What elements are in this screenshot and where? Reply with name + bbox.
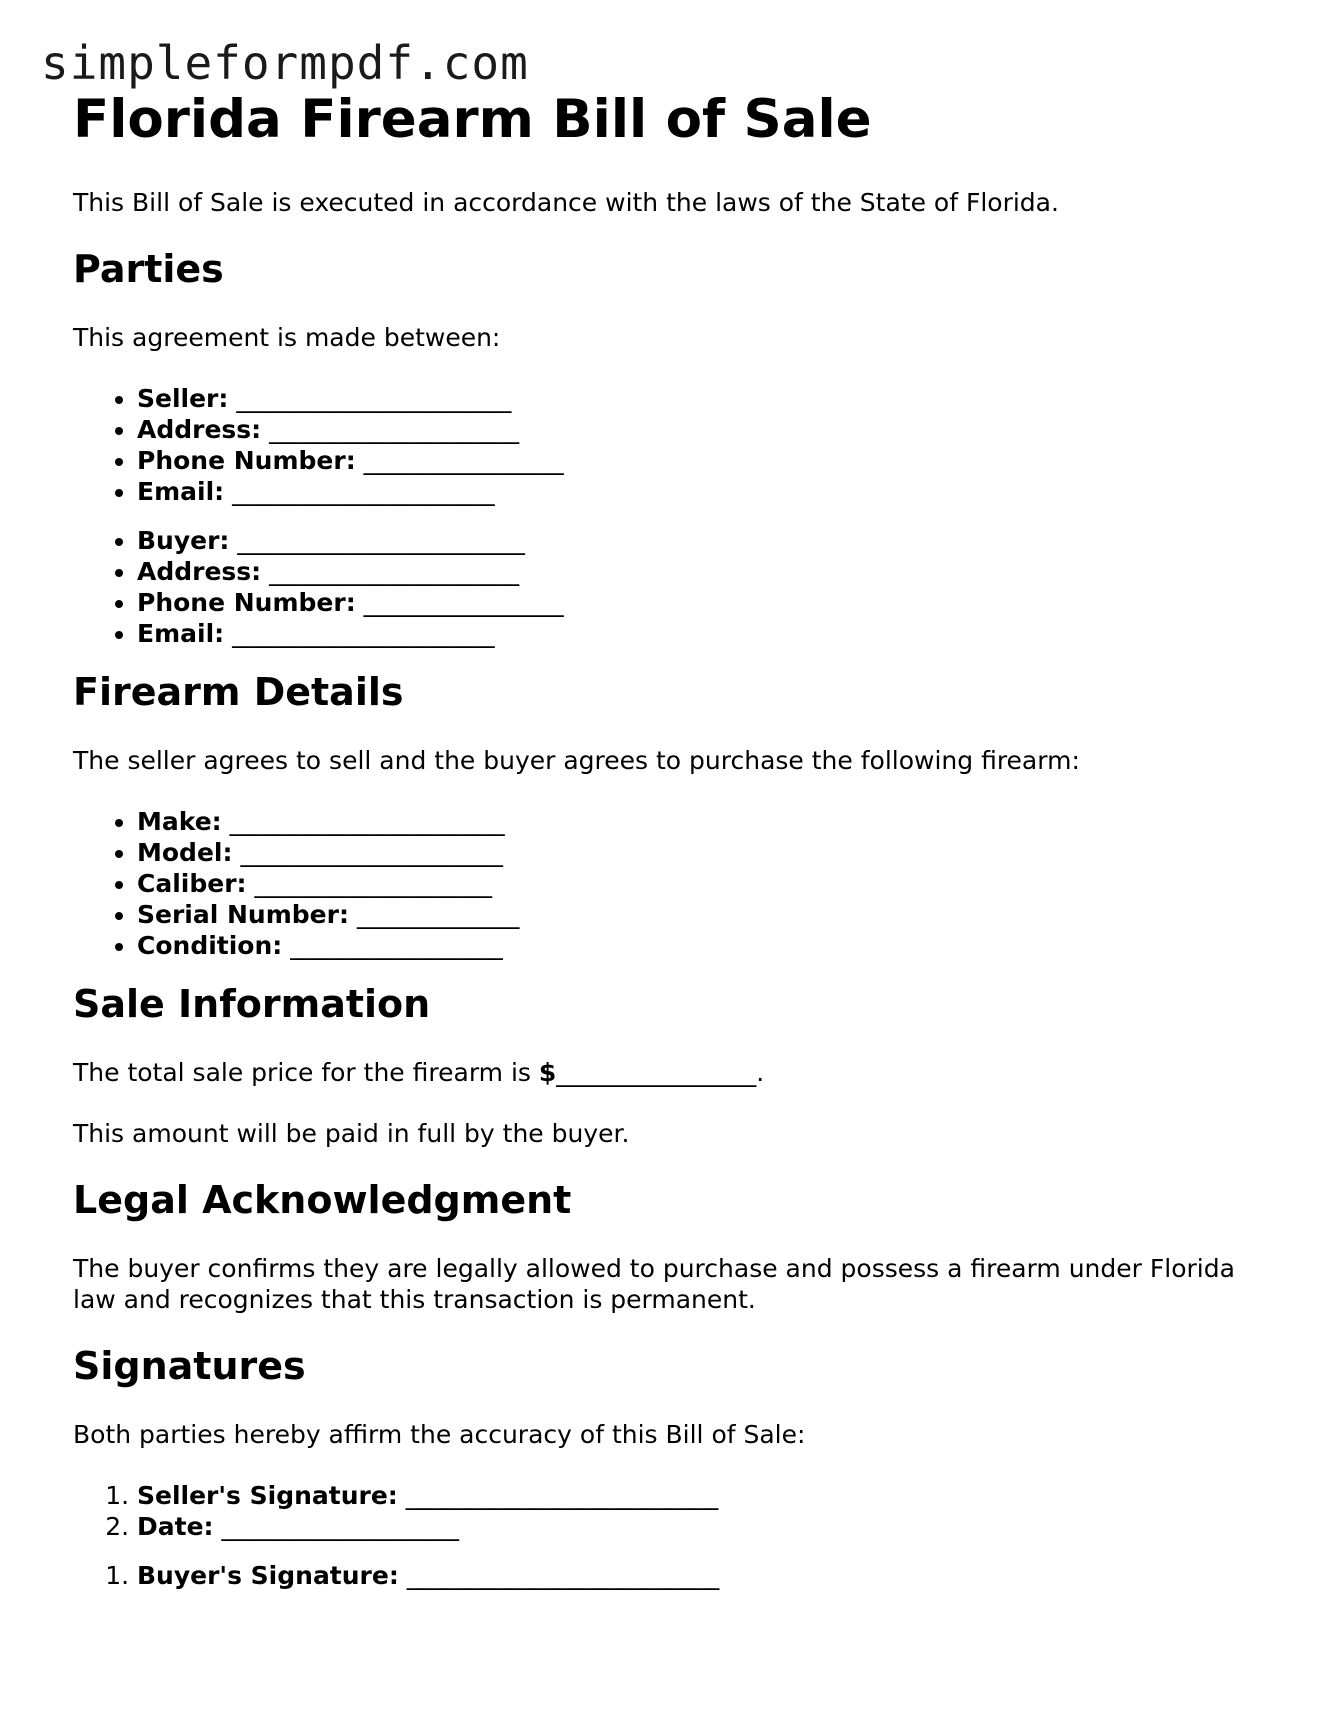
document-title: Florida Firearm Bill of Sale	[73, 89, 872, 150]
make-label: Make:	[137, 807, 222, 837]
seller-address-field[interactable]: ____________________	[269, 415, 520, 445]
signatures-heading: Signatures	[73, 1344, 306, 1389]
seller-email-item	[137, 476, 1273, 507]
make-field[interactable]: ______________________	[229, 807, 505, 837]
watermark: simpleformpdf.com	[41, 36, 529, 90]
parties-heading: Parties	[73, 247, 224, 292]
dollar-sign: $	[538, 1057, 557, 1087]
seller-email-field[interactable]: _____________________	[232, 477, 495, 507]
seller-signature-list	[73, 1480, 1273, 1542]
seller-signature-field[interactable]: _________________________	[405, 1481, 719, 1511]
seller-address-label: Address:	[137, 415, 262, 445]
seller-signature-item	[137, 1480, 1273, 1511]
seller-list	[73, 383, 1273, 507]
condition-field[interactable]: _________________	[290, 931, 503, 961]
buyer-phone-field[interactable]: ________________	[363, 588, 564, 618]
make-item	[137, 806, 1273, 837]
serial-label: Serial Number:	[137, 900, 349, 930]
seller-address-item	[137, 414, 1273, 445]
seller-date-item	[137, 1511, 1273, 1542]
buyer-address-item	[137, 556, 1273, 587]
seller-date-label: Date:	[137, 1512, 214, 1542]
buyer-signature-item	[137, 1560, 1273, 1591]
sale-price-prefix: The total sale price for the firearm is	[73, 1057, 539, 1087]
signatures-text: Both parties hereby affirm the accuracy of this Bill of Sale:	[73, 1420, 806, 1450]
firearm-list	[73, 806, 1273, 961]
sale-price-field[interactable]: ________________	[556, 1057, 757, 1087]
buyer-list	[73, 525, 1273, 649]
buyer-name-label: Buyer:	[137, 526, 230, 556]
buyer-email-field[interactable]: _____________________	[232, 619, 495, 649]
parties-text: This agreement is made between:	[73, 322, 501, 352]
buyer-signature-list	[73, 1560, 1273, 1591]
legal-text: The buyer confirms they are legally allowed to purchase and possess a firearm under Florida law and recognizes that this transaction is permanent.	[73, 1253, 1235, 1315]
firearm-text: The seller agrees to sell and the buyer agrees to purchase the following firearm:	[73, 745, 1080, 775]
model-item	[137, 837, 1273, 868]
buyer-phone-label: Phone Number:	[137, 588, 356, 618]
sale-heading: Sale Information	[73, 982, 431, 1027]
buyer-email-label: Email:	[137, 619, 225, 649]
buyer-signature-field[interactable]: _________________________	[406, 1561, 720, 1591]
buyer-name-item	[137, 525, 1273, 556]
intro-text: This Bill of Sale is executed in accordance with the laws of the State of Florida.	[73, 187, 1059, 217]
sale-price-text	[73, 1057, 1273, 1088]
seller-email-label: Email:	[137, 477, 225, 507]
buyer-signature-label: Buyer's Signature:	[137, 1561, 399, 1591]
caliber-label: Caliber:	[137, 869, 247, 899]
caliber-field[interactable]: ___________________	[254, 869, 492, 899]
seller-name-item	[137, 383, 1273, 414]
seller-phone-item	[137, 445, 1273, 476]
seller-phone-label: Phone Number:	[137, 446, 356, 476]
condition-label: Condition:	[137, 931, 283, 961]
seller-signature-label: Seller's Signature:	[137, 1481, 398, 1511]
seller-name-label: Seller:	[137, 384, 229, 414]
buyer-name-field[interactable]: _______________________	[237, 526, 525, 556]
seller-date-field[interactable]: ___________________	[221, 1512, 459, 1542]
buyer-address-field[interactable]: ____________________	[269, 557, 520, 587]
serial-item	[137, 899, 1273, 930]
condition-item	[137, 930, 1273, 961]
payment-text: This amount will be paid in full by the buyer.	[73, 1119, 630, 1148]
seller-phone-field[interactable]: ________________	[363, 446, 564, 476]
buyer-phone-item	[137, 587, 1273, 618]
buyer-email-item	[137, 618, 1273, 649]
model-label: Model:	[137, 838, 233, 868]
document-body	[73, 90, 1273, 1613]
seller-name-field[interactable]: ______________________	[236, 384, 512, 414]
caliber-item	[137, 868, 1273, 899]
model-field[interactable]: _____________________	[240, 838, 503, 868]
legal-heading: Legal Acknowledgment	[73, 1178, 572, 1223]
serial-field[interactable]: _____________	[356, 900, 520, 930]
firearm-heading: Firearm Details	[73, 670, 404, 715]
sale-price-suffix: .	[756, 1057, 765, 1087]
buyer-address-label: Address:	[137, 557, 262, 587]
